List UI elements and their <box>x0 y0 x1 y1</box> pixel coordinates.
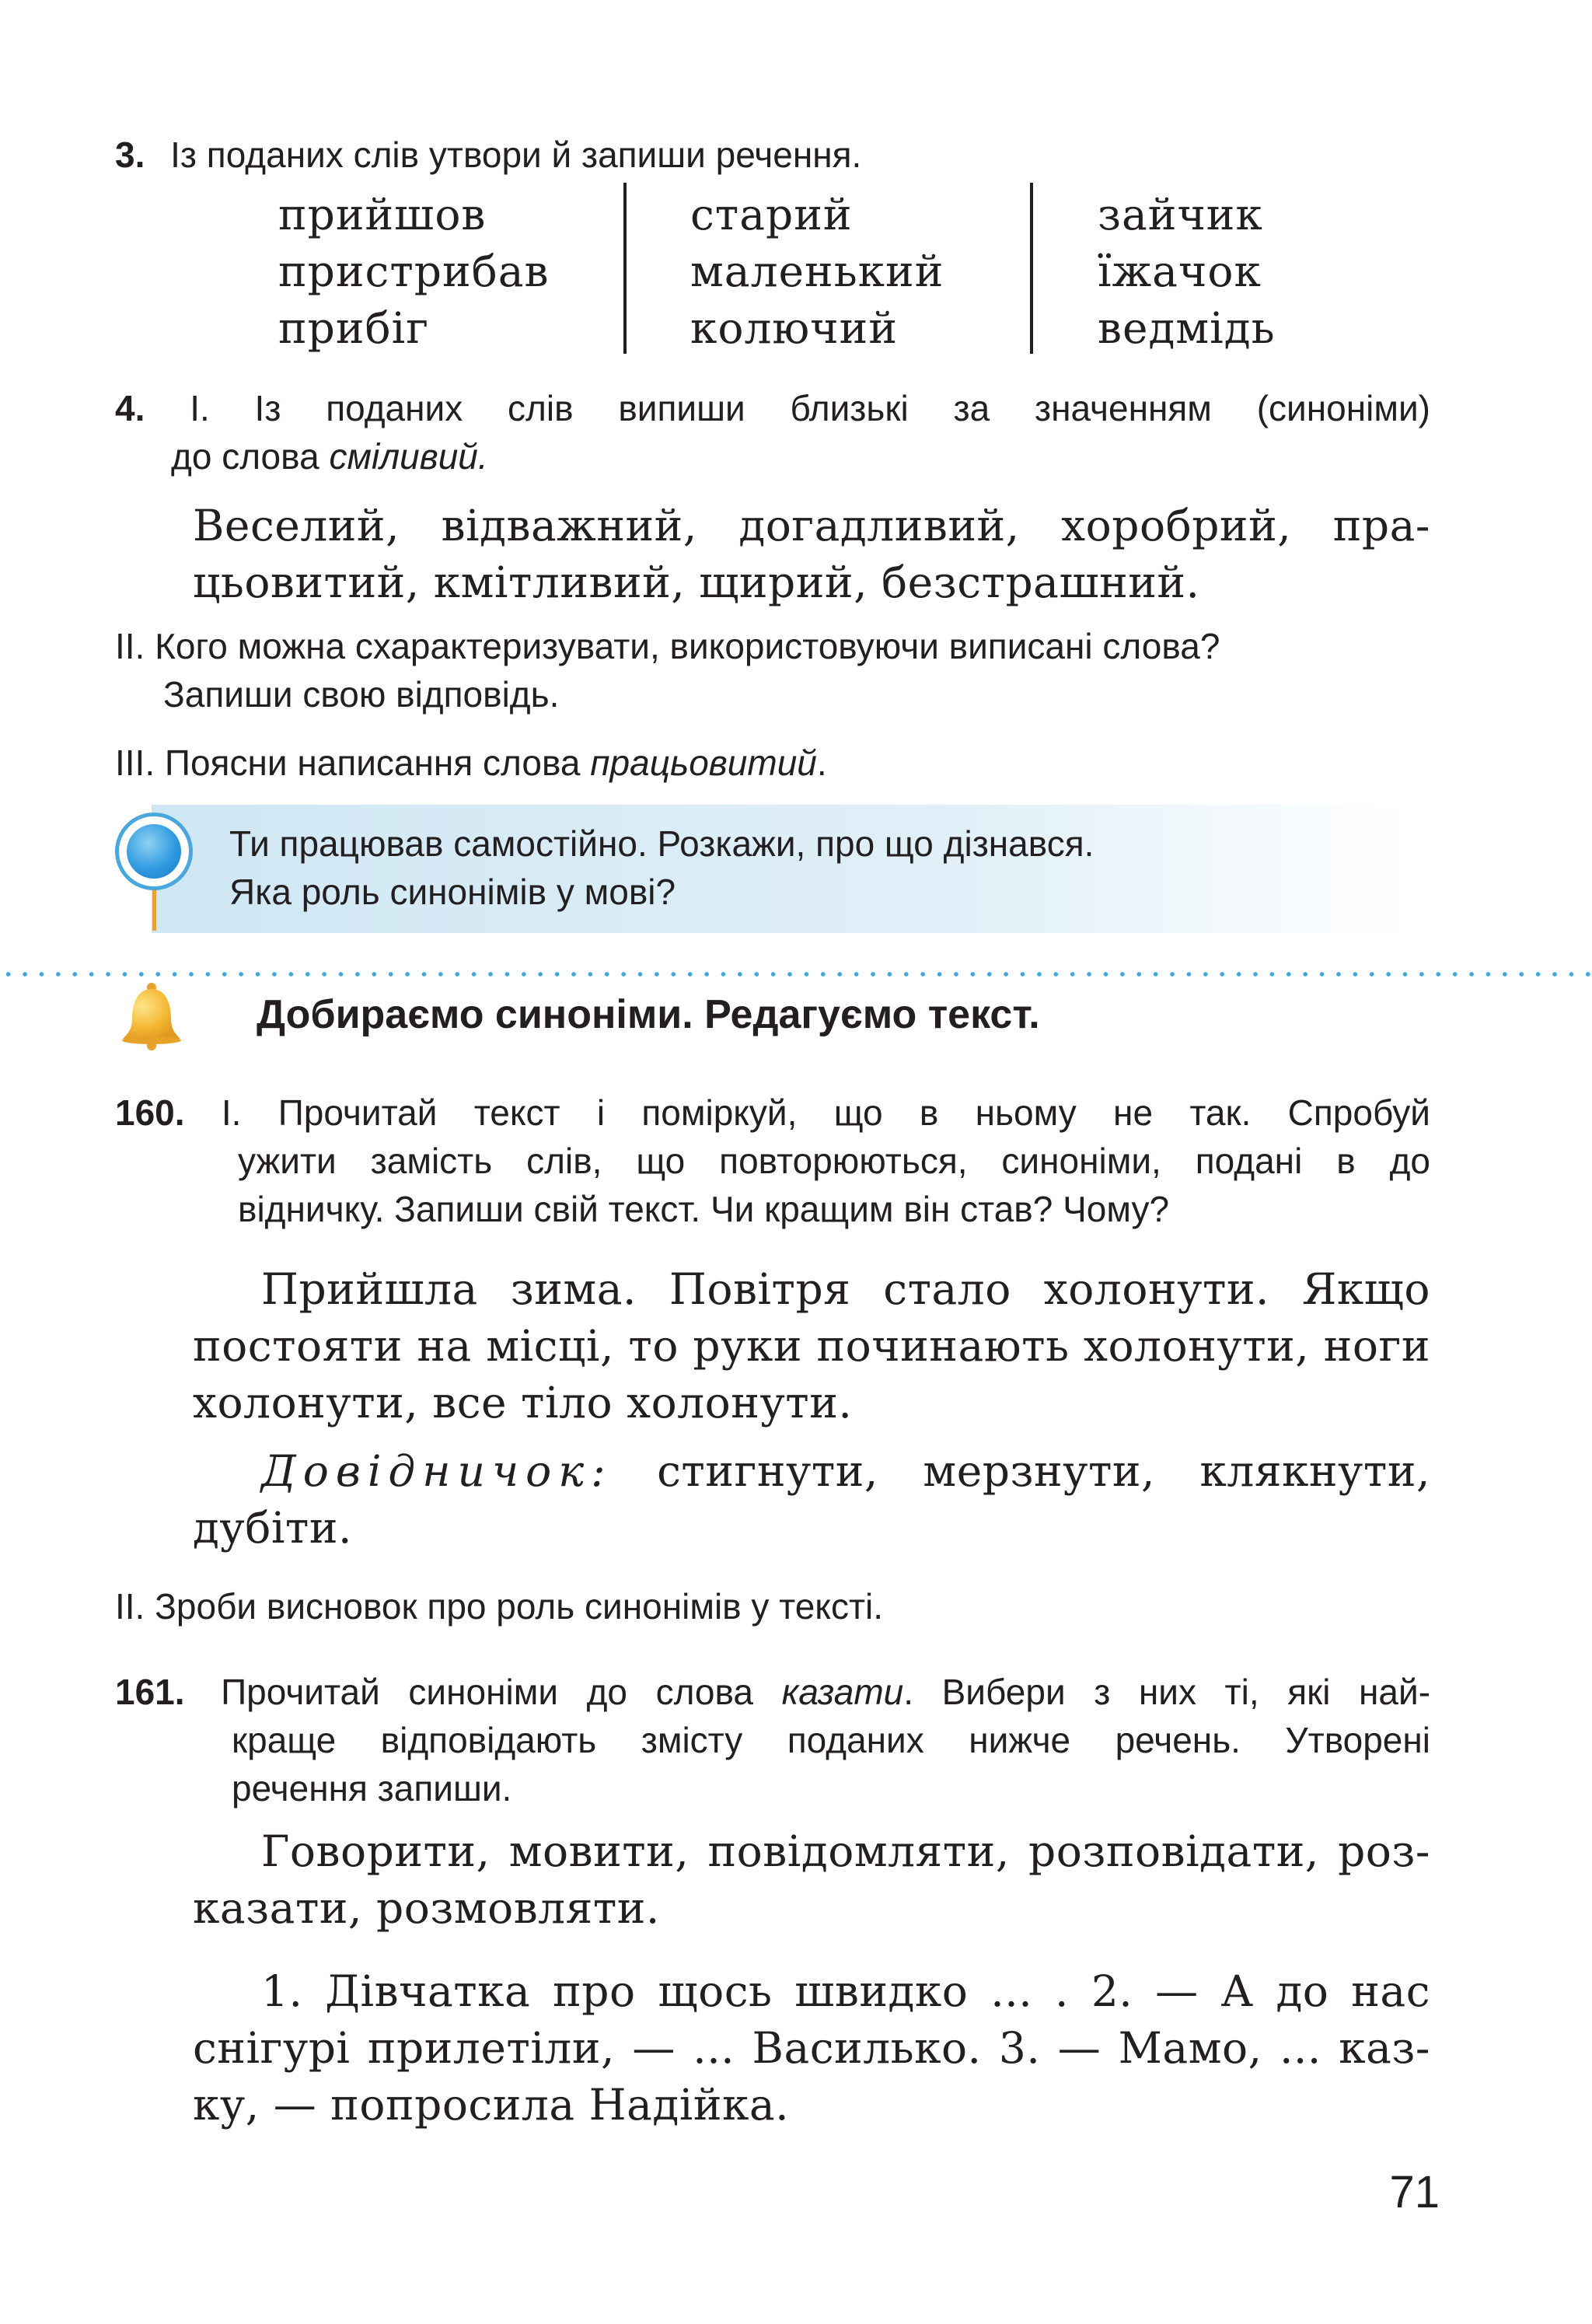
word: маленький <box>690 246 944 296</box>
instruction-text: краще відповідають змісту поданих нижче речень. Утворені <box>232 1720 1430 1760</box>
exercise-4-part-1 <box>115 384 1430 481</box>
sentence-line: ку, — попросила Надійка. <box>193 2080 790 2130</box>
word: зайчик <box>1098 190 1263 239</box>
exercise-4-words-cont <box>193 554 1430 611</box>
exercise-4-part-2 <box>115 622 1437 718</box>
instruction-text: Із поданих слів утвори й запиши речення. <box>170 135 862 175</box>
exercise-160-reference <box>193 1443 1430 1557</box>
sentence-line: 1. Дівчатка про щось швидко ... . 2. — А до нас <box>261 1966 1430 2016</box>
sentence-line: снігурі прилетіли, — ... Василько. 3. — Мамо, ... каз- <box>193 2023 1430 2073</box>
exercise-number: 4. <box>115 388 145 428</box>
word: колючий <box>690 303 898 353</box>
exercise-number: 161. <box>115 1672 185 1712</box>
word-column-nouns <box>1098 187 1276 357</box>
instruction-text: речення запиши. <box>232 1768 512 1809</box>
word-list-line: Веселий, відважний, догадливий, хоробрий, пра- <box>193 501 1430 550</box>
target-word: сміливий. <box>329 436 488 477</box>
column-divider <box>1030 183 1033 354</box>
word: пристрибав <box>278 246 550 296</box>
page-number: 71 <box>1389 2167 1440 2217</box>
instruction-text: III. Поясни написання слова <box>115 743 591 783</box>
reference-words: стигнути, мерзнути, клякнути, <box>612 1446 1430 1496</box>
self-check-line: Яка роль синонімів у мові? <box>229 872 676 912</box>
word-list-line: цьовитий, кмітливий, щирий, безстрашний. <box>193 557 1200 607</box>
section-title: Добираємо синоніми. Редагуємо текст. <box>257 992 1040 1037</box>
target-word: працьовитий <box>590 743 817 783</box>
bell-icon <box>117 981 187 1051</box>
word: прийшов <box>278 190 487 239</box>
text-line: холонути, все тіло холонути. <box>193 1378 853 1428</box>
self-check-line: Ти працював самостійно. Розкажи, про що дізнався. <box>229 823 1094 864</box>
punctuation: . <box>816 743 827 783</box>
reference-label: Довідничок: <box>261 1446 613 1496</box>
instruction-text: . Вибери з них ті, які най- <box>903 1672 1431 1712</box>
exercise-160-text <box>193 1261 1430 1318</box>
word: їжачок <box>1098 246 1262 296</box>
instruction-text: Прочитай синоніми до слова <box>221 1672 782 1712</box>
synonym-line: Говорити, мовити, повідомляти, розповідати, роз- <box>261 1826 1430 1876</box>
exercise-160-text-cont <box>193 1318 1430 1431</box>
exercise-160-instruction <box>115 1089 1430 1233</box>
word-column-verbs <box>278 187 550 357</box>
instruction-text: II. Кого можна схарактеризувати, використовуючи виписані слова? <box>115 626 1220 666</box>
exercise-4-part-3 <box>115 739 1437 787</box>
word: старий <box>690 190 853 239</box>
instruction-text: ужити замість слів, що повторюються, синоніми, подані в до <box>238 1141 1430 1181</box>
exercise-4-words <box>193 498 1430 554</box>
target-word: казати <box>781 1672 904 1712</box>
self-check-text <box>229 820 1395 916</box>
exercise-3-instruction <box>115 131 1437 179</box>
reference-words: дубіти. <box>193 1503 352 1553</box>
word: прибіг <box>278 303 430 353</box>
word: ведмідь <box>1098 303 1276 353</box>
pin-icon-stem <box>152 888 156 931</box>
instruction-text: І. Прочитай текст і поміркуй, що в ньому не так. Спробуй <box>221 1092 1430 1133</box>
section-divider <box>0 972 1592 977</box>
exercise-161-synonyms <box>193 1823 1430 1937</box>
text-line: постояти на місці, то руки починають холонути, ноги <box>193 1321 1430 1371</box>
word-column-adjectives <box>690 187 944 357</box>
instruction-text: до слова <box>171 436 330 477</box>
exercise-number: 160. <box>115 1092 185 1133</box>
instruction-text: Запиши свою відповідь. <box>163 674 560 715</box>
instruction-text: І. Із поданих слів випиши близькі за значенням (синоніми) <box>190 388 1431 428</box>
column-divider <box>623 183 627 354</box>
pin-icon <box>115 813 193 890</box>
exercise-number: 3. <box>115 135 145 175</box>
exercise-160-part-2: II. Зроби висновок про роль синонімів у тексті. <box>115 1586 884 1627</box>
instruction-text: відничку. Запиши свій текст. Чи кращим він став? Чому? <box>238 1189 1170 1229</box>
synonym-line: казати, розмовляти. <box>193 1883 660 1933</box>
text-line: Прийшла зима. Повітря стало холонути. Якщо <box>261 1264 1430 1314</box>
exercise-161-sentences <box>193 1963 1430 2134</box>
exercise-161-instruction <box>115 1668 1430 1812</box>
